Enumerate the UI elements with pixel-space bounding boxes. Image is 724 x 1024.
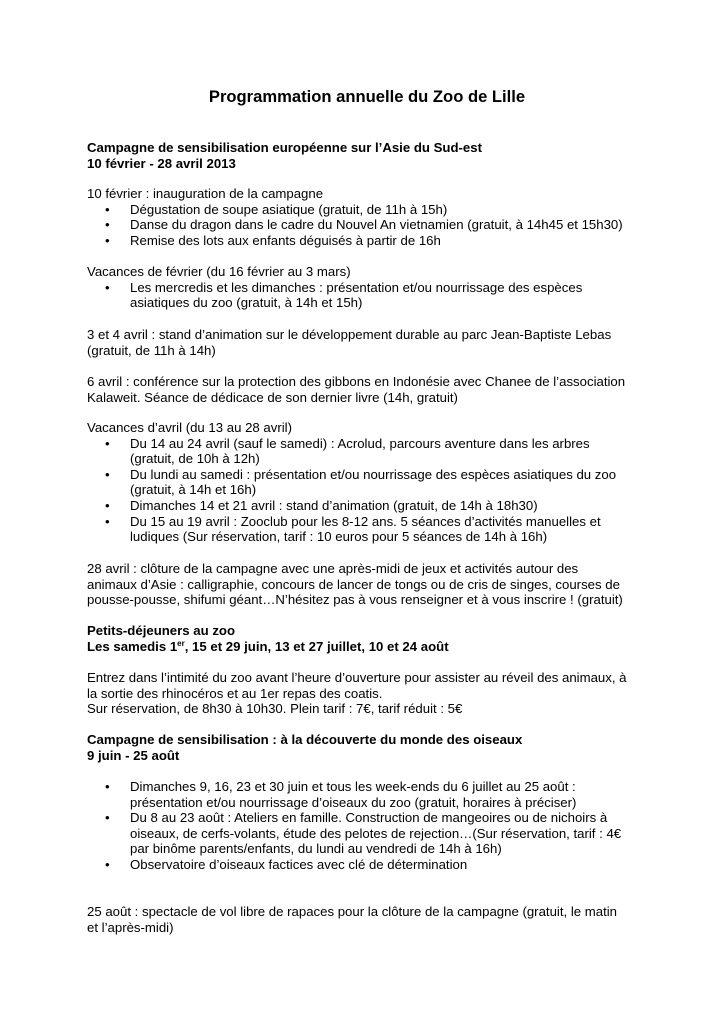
birds-title: Campagne de sensibilisation : à la découverte du monde des oiseaux: [87, 732, 523, 747]
breakfast-dates: Les samedis 1er, 15 et 29 juin, 13 et 27 juillet, 10 et 24 août: [87, 638, 449, 654]
list-item: • Du 15 au 19 avril : Zooclub pour les 8-12 ans. 5 séances d’activités manuelles et ludiques (Sur réservation, tarif : 10 euros pour 5 séances de 14h à 16h): [105, 513, 601, 545]
breakfast-title: Petits-déjeuners au zoo: [87, 623, 236, 638]
bullet-icon: •: [105, 279, 110, 295]
list-item: • Du lundi au samedi : présentation et/ou nourrissage des espèces asiatiques du zoo (gratuit, à 14h et 16h): [105, 466, 617, 498]
feb-holidays-section: [87, 264, 647, 311]
bullet-icon: •: [105, 232, 110, 248]
feb10-intro: 10 février : inauguration de la campagne: [87, 186, 324, 201]
campaign-asia-dates: 10 février - 28 avril 2013: [87, 155, 236, 171]
feb10-list: [87, 202, 647, 249]
list-item: • Dimanches 14 et 21 avril : stand d’animation (gratuit, de 14h à 18h30): [105, 497, 538, 513]
bullet-icon: •: [105, 513, 110, 529]
list-item: • Du 14 au 24 avril (sauf le samedi) : Acrolud, parcours aventure dans les arbres (gratuit, de 10h à 12h): [105, 435, 590, 467]
apr34-paragraph: 3 et 4 avril : stand d’animation sur le développement durable au parc Jean-Baptiste Lebas (gratuit, de 11h à 14h): [87, 327, 612, 358]
campaign-asia-heading: [87, 140, 647, 171]
birds-dates: 9 juin - 25 août: [87, 747, 180, 763]
list-item: • Dimanches 9, 16, 23 et 30 juin et tous les week-ends du 6 juillet au 25 août : présentation et/ou nourrissage d’oiseaux du zoo (gratuit, horaires à préciser): [105, 779, 577, 810]
list-item: • Danse du dragon dans le cadre du Nouvel An vietnamien (gratuit, à 14h45 et 15h30): [105, 217, 623, 233]
apr-holidays-list: [87, 436, 647, 545]
list-item: • Observatoire d’oiseaux factices avec clé de détermination: [105, 856, 468, 872]
document-title: Programmation annuelle du Zoo de Lille: [208, 87, 526, 106]
feb-holidays-intro: Vacances de février (du 16 février au 3 mars): [87, 264, 351, 279]
feb-holidays-list: [87, 280, 647, 311]
list-item: • Dégustation de soupe asiatique (gratuit, de 11h à 15h): [105, 201, 448, 217]
bullet-icon: •: [105, 217, 110, 233]
birds-section: [87, 779, 647, 873]
bullet-icon: •: [105, 497, 110, 513]
bullet-icon: •: [105, 466, 110, 482]
bullet-icon: •: [105, 810, 110, 826]
feb10-section: [87, 186, 647, 248]
bullet-icon: •: [105, 435, 110, 451]
campaign-asia-title: Campagne de sensibilisation européenne sur l’Asie du Sud-est: [87, 140, 482, 155]
bullet-icon: •: [105, 201, 110, 217]
bullet-icon: •: [105, 856, 110, 872]
apr-holidays-intro: Vacances d’avril (du 13 au 28 avril): [87, 420, 292, 435]
bullet-icon: •: [105, 779, 110, 794]
breakfast-paragraph: Entrez dans l’intimité du zoo avant l’heure d’ouverture pour assister au réveil des animaux, à la sortie des rhinocéros et au 1er repas des coatis. Sur réservation, de 8h30 à 10h30. Plein tarif : 7€, tarif réduit : 5€: [87, 670, 627, 717]
apr-holidays-section: [87, 420, 647, 545]
aug25-paragraph: 25 août : spectacle de vol libre de rapaces pour la clôture de la campagne (gratuit, le matin et l’après-midi): [87, 904, 618, 935]
apr28-paragraph: 28 avril : clôture de la campagne avec une après-midi de jeux et activités autour des animaux d’Asie : calligraphie, concours de lancer de tongs ou de cris de singes, courses de pousse-pousse, shifumi géant…N’hésitez pas à vous renseigner et à vous inscrire ! (gratuit): [87, 561, 623, 608]
list-item: • Remise des lots aux enfants déguisés à partir de 16h: [105, 232, 441, 248]
list-item: • Du 8 au 23 août : Ateliers en famille. Construction de mangeoires ou de nichoirs à oiseaux, de cerfs-volants, étude des pelotes de rejection…(Sur réservation, tarif : 4€ par binôme parents/enfants, du lundi au vendredi de 14h à 16h): [105, 810, 622, 857]
birds-heading: [87, 732, 647, 763]
breakfast-heading: [87, 623, 647, 654]
apr6-paragraph: 6 avril : conférence sur la protection des gibbons en Indonésie avec Chanee de l’association Kalaweit. Séance de dédicace de son dernier livre (14h, gratuit): [87, 374, 626, 405]
list-item: • Les mercredis et les dimanches : présentation et/ou nourrissage des espèces asiatiques du zoo (gratuit, à 14h et 15h): [105, 279, 583, 311]
birds-list: [87, 779, 647, 873]
